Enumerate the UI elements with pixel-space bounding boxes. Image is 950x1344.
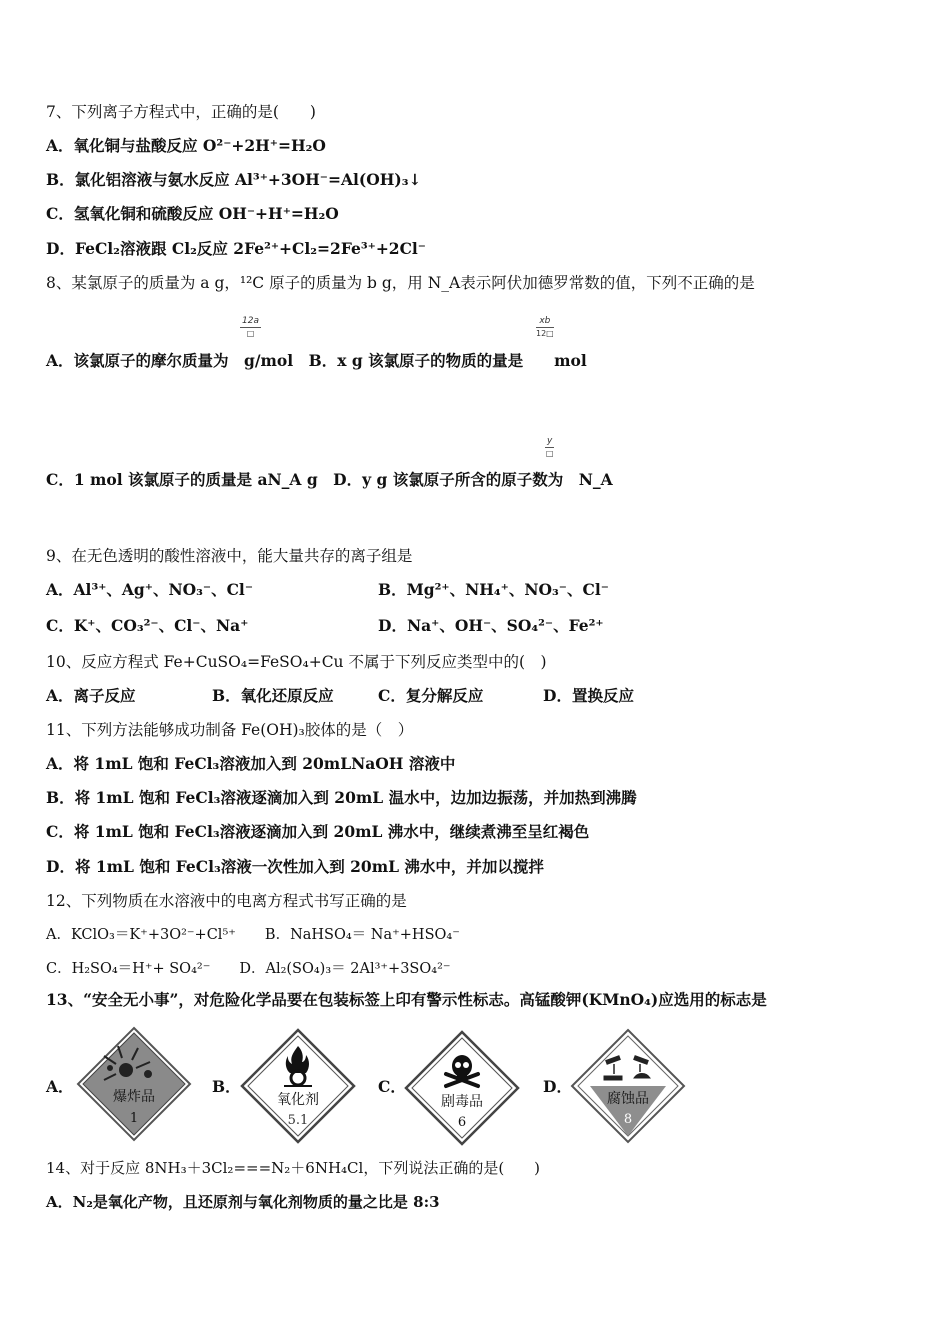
corrosive-sign-icon	[570, 1028, 686, 1144]
q12-options-ab: A．KClO₃＝K⁺+3O²⁻+Cl⁵⁺ B．NaHSO₄＝ Na⁺+HSO₄⁻	[46, 927, 460, 943]
fraction-numerator: y	[547, 436, 553, 446]
sign-class-number: 1	[129, 1111, 139, 1126]
q8-fraction-a	[240, 316, 261, 339]
q13-stem: 13、“安全无小事”，对危险化学品要在包装标签上印有警示性标志。高锰酸钾(KMnO₄)应选用的标志是	[46, 990, 767, 1009]
q7-option-d: D．FeCl₂溶液跟 Cl₂反应 2Fe²⁺+Cl₂=2Fe³⁺+2Cl⁻	[46, 239, 426, 258]
fraction-denominator: 12□	[536, 329, 554, 338]
q7-option-b: B．氯化铝溶液与氨水反应 Al³⁺+3OH⁻=Al(OH)₃↓	[46, 170, 422, 189]
q11-stem: 11、下列方法能够成功制备 Fe(OH)₃胶体的是（ ）	[46, 721, 414, 739]
q11-option-b: B．将 1mL 饱和 FeCl₃溶液逐滴加入到 20mL 温水中，边加边振荡，并加热到沸腾	[46, 788, 637, 807]
q10-option-b: B．氧化还原反应	[212, 686, 334, 705]
q9-option-d: D．Na⁺、OH⁻、SO₄²⁻、Fe²⁺	[378, 616, 604, 635]
explosive-sign-icon	[76, 1026, 192, 1142]
q13-letter-d: D．	[543, 1077, 572, 1096]
q7-option-a: A．氧化铜与盐酸反应 O²⁻+2H⁺=H₂O	[46, 136, 326, 155]
q9-stem: 9、在无色透明的酸性溶液中，能大量共存的离子组是	[46, 547, 413, 565]
q8-stem: 8、某氯原子的质量为 a g，¹²C 原子的质量为 b g，用 N_A表示阿伏加德罗常数的值，下列不正确的是	[46, 274, 755, 292]
sign-label: 剧毒品	[441, 1094, 483, 1110]
toxic-sign-icon	[404, 1030, 520, 1146]
q10-option-a: A．离子反应	[46, 686, 136, 705]
q14-stem: 14、对于反应 8NH₃＋3Cl₂===N₂＋6NH₄Cl，下列说法正确的是( )	[46, 1159, 541, 1177]
sign-class-number: 8	[623, 1112, 633, 1127]
q8-options-ab: A．该氯原子的摩尔质量为 g/mol B．x g 该氯原子的物质的量是 mol	[46, 351, 587, 370]
sign-class-number: 5.1	[287, 1113, 309, 1128]
q13-letter-a: A．	[46, 1077, 74, 1096]
q7-option-c: C．氢氧化铜和硫酸反应 OH⁻+H⁺=H₂O	[46, 204, 339, 223]
sign-label: 氧化剂	[277, 1092, 319, 1108]
fraction-numerator: xb	[536, 316, 554, 328]
oxidizer-sign-icon	[240, 1028, 356, 1144]
q11-option-d: D．将 1mL 饱和 FeCl₃溶液一次性加入到 20mL 沸水中，并加以搅拌	[46, 857, 544, 876]
q10-option-d: D．置换反应	[543, 686, 634, 705]
q11-option-a: A．将 1mL 饱和 FeCl₃溶液加入到 20mLNaOH 溶液中	[46, 754, 456, 773]
q11-option-c: C．将 1mL 饱和 FeCl₃溶液逐滴加入到 20mL 沸水中，继续煮沸至呈红褐色	[46, 822, 590, 841]
sign-label: 爆炸品	[113, 1089, 155, 1105]
q7-stem: 7、下列离子方程式中，正确的是( )	[46, 103, 316, 121]
q13-letter-c: C．	[378, 1077, 406, 1096]
sign-class-number: 6	[457, 1115, 467, 1130]
q14-option-a: A．N₂是氧化产物，且还原剂与氧化剂物质的量之比是 8:3	[46, 1193, 440, 1211]
q8-options-cd: C．1 mol 该氯原子的质量是 aN_A g D．y g 该氯原子所含的原子数为 N_A	[46, 470, 613, 489]
fraction-numerator: 12a	[242, 316, 259, 326]
fraction-denominator: □	[545, 449, 554, 458]
q12-options-cd: C．H₂SO₄＝H⁺+ SO₄²⁻ D．Al₂(SO₄)₃＝ 2Al³⁺+3SO₄²⁻	[46, 961, 451, 977]
q13-letter-b: B．	[212, 1077, 241, 1096]
fraction-denominator: □	[246, 329, 255, 338]
q12-stem: 12、下列物质在水溶液中的电离方程式书写正确的是	[46, 892, 407, 910]
q8-fraction-d	[545, 436, 554, 459]
q9-option-a: A．Al³⁺、Ag⁺、NO₃⁻、Cl⁻	[46, 580, 254, 599]
q9-option-b: B．Mg²⁺、NH₄⁺、NO₃⁻、Cl⁻	[378, 580, 609, 599]
sign-label: 腐蚀品	[607, 1091, 649, 1107]
q8-fraction-b	[536, 316, 554, 339]
q10-option-c: C．复分解反应	[378, 686, 484, 705]
q10-stem: 10、反应方程式 Fe+CuSO₄=FeSO₄+Cu 不属于下列反应类型中的( )	[46, 653, 547, 671]
q9-option-c: C．K⁺、CO₃²⁻、Cl⁻、Na⁺	[46, 616, 249, 635]
